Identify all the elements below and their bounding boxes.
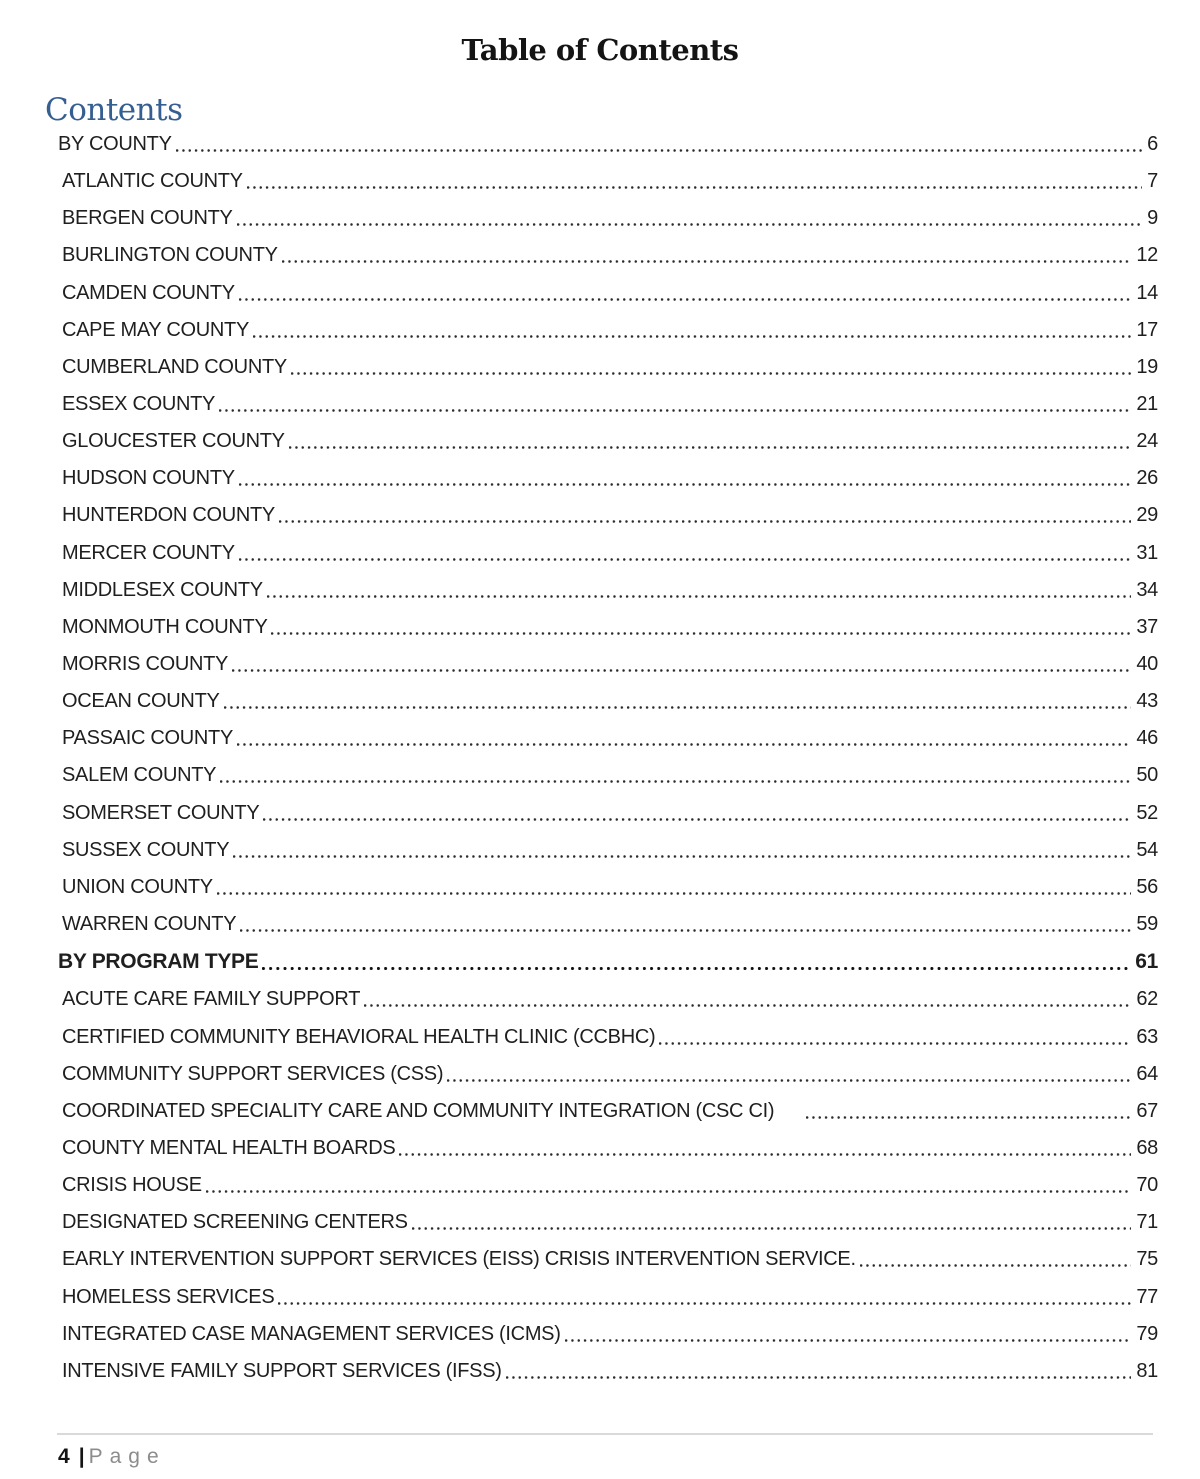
toc-entry[interactable] — [58, 653, 1158, 676]
toc-entry-label: CERTIFIED COMMUNITY BEHAVIORAL HEALTH CLINIC (CCBHC) — [62, 1025, 656, 1048]
toc-entry-label: MIDDLESEX COUNTY — [62, 578, 263, 601]
toc-entry[interactable] — [58, 282, 1158, 305]
toc-entry-page-number: 43 — [1136, 690, 1158, 713]
toc-entry-label: UNION COUNTY — [62, 875, 213, 898]
toc-entry-page-number: 34 — [1136, 578, 1158, 601]
toc-entry[interactable] — [58, 1137, 1158, 1160]
toc-entry-label: MERCER COUNTY — [62, 541, 235, 564]
toc-entry-label: HOMELESS SERVICES — [62, 1285, 275, 1308]
toc-entry[interactable] — [58, 133, 1158, 156]
toc-entry-page-number: 67 — [1136, 1099, 1158, 1122]
toc-entry[interactable] — [58, 1360, 1158, 1383]
toc-entry[interactable] — [58, 504, 1158, 527]
toc-entry[interactable] — [58, 1026, 1158, 1049]
toc-entry-page-number: 26 — [1136, 467, 1158, 490]
toc-entry[interactable] — [58, 1286, 1158, 1309]
toc-entry-page-number: 24 — [1136, 430, 1158, 453]
toc-entry-page-number: 71 — [1136, 1211, 1158, 1234]
toc-entry-page-number: 31 — [1136, 541, 1158, 564]
toc-entry-page-number: 29 — [1136, 504, 1158, 527]
toc-entry[interactable] — [58, 244, 1158, 267]
toc-entry[interactable] — [58, 1323, 1158, 1346]
toc-entry[interactable] — [58, 207, 1158, 230]
toc-entry-page-number: 52 — [1136, 801, 1158, 824]
toc-entry[interactable] — [58, 1100, 1158, 1123]
toc-entry-label: GLOUCESTER COUNTY — [62, 430, 285, 453]
toc-entry[interactable] — [58, 430, 1158, 453]
toc-entry-page-number: 64 — [1136, 1062, 1158, 1085]
toc-entry[interactable] — [58, 950, 1158, 974]
toc-entry[interactable] — [58, 764, 1158, 787]
toc-entry-page-number: 40 — [1136, 652, 1158, 675]
table-of-contents — [58, 133, 1158, 1383]
contents-heading: Contents — [45, 92, 183, 128]
footer-separator: | — [78, 1445, 85, 1468]
toc-entry-label: PASSAIC COUNTY — [62, 727, 234, 750]
toc-entry[interactable] — [58, 913, 1158, 936]
toc-entry-page-number: 77 — [1136, 1285, 1158, 1308]
toc-entry-page-number: 79 — [1136, 1322, 1158, 1345]
toc-entry[interactable] — [58, 1211, 1158, 1234]
toc-entry-label: INTEGRATED CASE MANAGEMENT SERVICES (ICMS) — [62, 1322, 561, 1345]
footer-divider — [57, 1433, 1153, 1435]
toc-entry[interactable] — [58, 319, 1158, 342]
toc-entry-page-number: 70 — [1136, 1174, 1158, 1197]
toc-entry-page-number: 37 — [1136, 615, 1158, 638]
toc-entry-label: WARREN COUNTY — [62, 912, 237, 935]
toc-entry-page-number: 12 — [1136, 244, 1158, 267]
toc-entry[interactable] — [58, 988, 1158, 1011]
toc-entry[interactable] — [58, 839, 1158, 862]
toc-entry-label: BERGEN COUNTY — [62, 207, 233, 230]
toc-entry-label: SOMERSET COUNTY — [62, 801, 260, 824]
toc-entry-page-number: 6 — [1147, 133, 1158, 155]
toc-entry-page-number: 19 — [1136, 355, 1158, 378]
toc-entry[interactable] — [58, 356, 1158, 379]
toc-entry[interactable] — [58, 1248, 1158, 1271]
toc-entry[interactable] — [58, 579, 1158, 602]
toc-entry[interactable] — [58, 170, 1158, 193]
toc-entry[interactable] — [58, 616, 1158, 639]
toc-entry-page-number: 21 — [1136, 392, 1158, 415]
toc-entry-label: ATLANTIC COUNTY — [62, 170, 243, 193]
toc-entry-page-number: 17 — [1136, 318, 1158, 341]
toc-entry-page-number: 75 — [1136, 1248, 1158, 1271]
toc-entry-page-number: 9 — [1147, 207, 1158, 230]
toc-entry-page-number: 62 — [1136, 988, 1158, 1011]
toc-entry-label: BY PROGRAM TYPE — [58, 950, 259, 974]
toc-entry[interactable] — [58, 1063, 1158, 1086]
toc-entry[interactable] — [58, 876, 1158, 899]
toc-entry-page-number: 56 — [1136, 875, 1158, 898]
toc-entry-page-number: 14 — [1136, 281, 1158, 304]
toc-entry-page-number: 68 — [1136, 1136, 1158, 1159]
toc-entry[interactable] — [58, 1174, 1158, 1197]
toc-entry-label: COORDINATED SPECIALITY CARE AND COMMUNITY INTEGRATION (CSC CI) — [62, 1099, 775, 1122]
toc-entry[interactable] — [58, 393, 1158, 416]
toc-entry-label: BURLINGTON COUNTY — [62, 244, 278, 267]
toc-entry-label: HUDSON COUNTY — [62, 467, 235, 490]
toc-entry-label: CRISIS HOUSE — [62, 1174, 202, 1197]
toc-entry-page-number: 50 — [1136, 764, 1158, 787]
toc-entry-page-number: 59 — [1136, 912, 1158, 935]
toc-entry-label: ACUTE CARE FAMILY SUPPORT — [62, 988, 361, 1011]
toc-entry[interactable] — [58, 690, 1158, 713]
toc-entry-label: CAMDEN COUNTY — [62, 281, 235, 304]
toc-entry-label: COUNTY MENTAL HEALTH BOARDS — [62, 1136, 396, 1159]
toc-entry[interactable] — [58, 542, 1158, 565]
toc-entry-page-number: 63 — [1136, 1025, 1158, 1048]
toc-entry-label: ESSEX COUNTY — [62, 392, 216, 415]
document-title: Table of Contents — [461, 33, 739, 67]
toc-entry[interactable] — [58, 467, 1158, 490]
toc-entry-label: BY COUNTY — [58, 133, 172, 155]
toc-entry-label: HUNTERDON COUNTY — [62, 504, 275, 527]
toc-entry-label: COMMUNITY SUPPORT SERVICES (CSS) — [62, 1062, 444, 1085]
toc-entry-label: EARLY INTERVENTION SUPPORT SERVICES (EISS) CRISIS INTERVENTION SERVICE. — [62, 1248, 856, 1271]
toc-entry-label: MONMOUTH COUNTY — [62, 615, 268, 638]
toc-entry-page-number: 61 — [1135, 950, 1158, 974]
toc-entry[interactable] — [58, 802, 1158, 825]
toc-entry-label: DESIGNATED SCREENING CENTERS — [62, 1211, 408, 1234]
toc-entry-label: MORRIS COUNTY — [62, 652, 229, 675]
toc-entry-page-number: 54 — [1136, 838, 1158, 861]
toc-entry[interactable] — [58, 727, 1158, 750]
toc-entry-label: CUMBERLAND COUNTY — [62, 355, 287, 378]
page-footer — [58, 1444, 166, 1469]
toc-entry-page-number: 81 — [1136, 1359, 1158, 1382]
toc-entry-page-number: 46 — [1136, 727, 1158, 750]
footer-page-number: 4 — [58, 1445, 70, 1468]
toc-entry-label: SUSSEX COUNTY — [62, 838, 230, 861]
toc-entry-label: OCEAN COUNTY — [62, 690, 220, 713]
footer-page-label: Page — [88, 1445, 166, 1468]
toc-entry-label: CAPE MAY COUNTY — [62, 318, 250, 341]
toc-entry-page-number: 7 — [1147, 170, 1158, 193]
toc-entry-label: INTENSIVE FAMILY SUPPORT SERVICES (IFSS) — [62, 1359, 502, 1382]
toc-entry-label: SALEM COUNTY — [62, 764, 217, 787]
